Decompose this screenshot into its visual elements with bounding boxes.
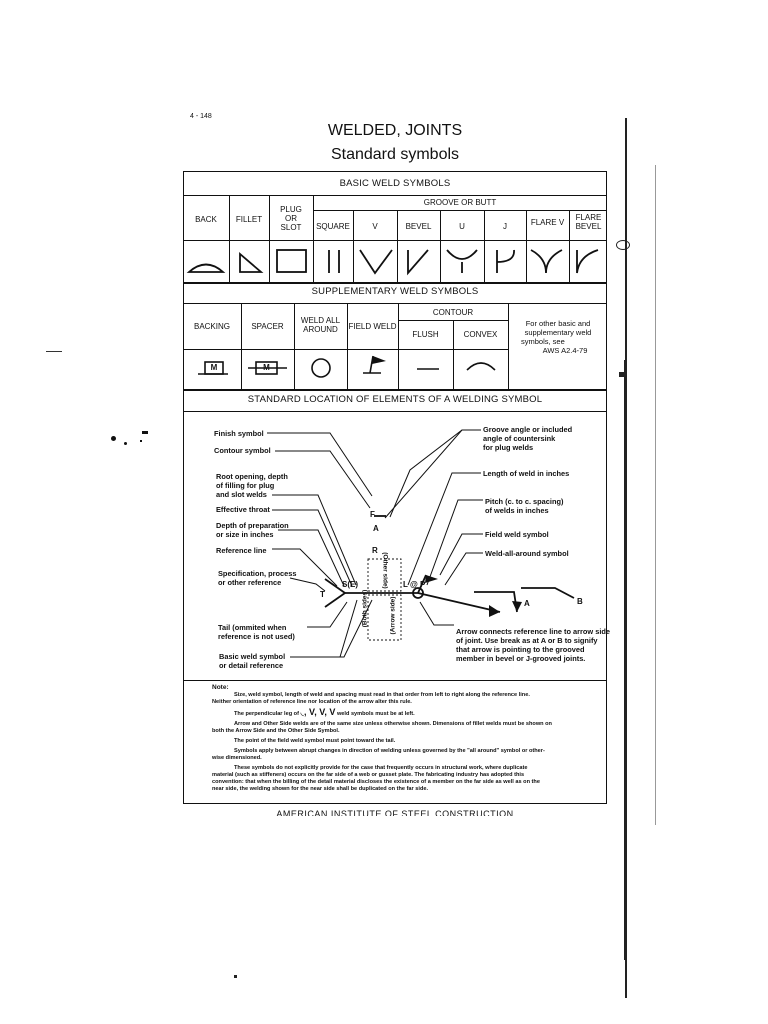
callout-basic-weld-symbol xyxy=(219,652,285,670)
note-line: symbols, see xyxy=(521,337,565,346)
note-line: both the Arrow Side and the Other Side Symbol. xyxy=(212,728,340,734)
divider xyxy=(183,680,607,681)
callout-length-of-weld: Length of weld in inches xyxy=(483,469,570,478)
divider xyxy=(183,389,607,391)
note-line: near side, the welding shown for the near side shall be duplicated on the far side. xyxy=(212,786,429,792)
letter-a: A xyxy=(373,524,379,533)
col-back: BACK xyxy=(195,215,217,224)
col-divider xyxy=(313,196,314,283)
scan-mark xyxy=(46,351,62,352)
basic-weld-symbols-heading: BASIC WELD SYMBOLS xyxy=(339,178,451,189)
col-fillet: FILLET xyxy=(235,215,263,224)
callout-line: Root opening, depth xyxy=(216,472,288,481)
arrow-side-label: (Arrow side) xyxy=(389,596,397,635)
standard-location-heading: STANDARD LOCATION OF ELEMENTS OF A WELDING SYMBOL xyxy=(247,394,543,405)
callout-line: Pitch (c. to c. spacing) xyxy=(485,497,564,506)
note-line xyxy=(212,709,602,718)
callout-line: and slot welds xyxy=(216,490,267,499)
col-weld-all-around: WELD ALL AROUND xyxy=(300,316,341,334)
scan-speck xyxy=(142,431,148,434)
callout-line: reference is not used) xyxy=(218,632,295,641)
col-flare-bevel: FLARE BEVEL xyxy=(575,213,602,231)
note-line: The point of the field weld symbol must point toward the tail. xyxy=(234,738,396,744)
divider xyxy=(183,303,607,304)
note-line: These symbols do not explicitly provide for the case that frequently occurs in structural work, where duplicate xyxy=(234,765,528,771)
callout-line: for plug welds xyxy=(483,443,534,452)
callout-line: or detail reference xyxy=(219,661,284,670)
scan-edge-mark xyxy=(616,240,630,250)
callout-line: angle of countersink xyxy=(483,434,556,443)
scan-edge-dark xyxy=(624,360,627,960)
callout-pitch xyxy=(485,497,563,515)
callout-effective-throat: Effective throat xyxy=(216,505,270,514)
note-line: Neither orientation of reference line nor location of the arrow alter this rule. xyxy=(212,699,412,705)
callout-depth-of-preparation xyxy=(216,521,289,539)
divider xyxy=(183,240,607,241)
callout-line: or other reference xyxy=(218,578,282,587)
divider xyxy=(313,210,607,211)
page-number: 4 - 148 xyxy=(190,113,212,120)
col-divider xyxy=(508,304,509,390)
col-flush: FLUSH xyxy=(412,330,439,339)
callout-line: Groove angle or included xyxy=(483,425,573,434)
callout-reference-line: Reference line xyxy=(216,546,267,555)
callout-line: of welds in inches xyxy=(485,506,549,515)
letter-break-a: A xyxy=(524,599,530,608)
scan-edge-far xyxy=(655,165,656,825)
letters-l-at-p: L @ P xyxy=(403,580,426,589)
col-divider xyxy=(269,196,270,283)
other-side-label: (Other side) xyxy=(381,552,389,589)
note-line: For other basic and xyxy=(525,319,591,328)
callout-tail xyxy=(218,623,295,641)
col-plug-slot: PLUG OR SLOT xyxy=(280,205,302,232)
divider xyxy=(183,195,607,196)
col-divider xyxy=(294,304,295,390)
col-divider xyxy=(241,304,242,390)
callout-line: or size in inches xyxy=(216,530,274,539)
divider xyxy=(183,282,607,284)
col-flare-v: FLARE V xyxy=(530,218,565,227)
callout-root-opening xyxy=(216,472,288,499)
letter-r: R xyxy=(372,546,378,555)
divider xyxy=(183,349,508,350)
callout-line: of joint. Use break as at A or B to signify xyxy=(456,636,598,645)
col-bevel: BEVEL xyxy=(405,222,432,231)
scan-edge-mark xyxy=(619,372,627,377)
callout-line: of filling for plug xyxy=(216,481,275,490)
callout-line: Arrow connects reference line to arrow side xyxy=(456,627,611,636)
letter-s: S(E) xyxy=(342,580,358,589)
contour-heading: CONTOUR xyxy=(432,308,474,317)
note-text: The perpendicular leg of xyxy=(234,711,299,717)
letter-break-b: B xyxy=(577,597,583,606)
scan-speck xyxy=(140,440,142,442)
callout-specification xyxy=(218,569,296,587)
scan-speck xyxy=(124,442,127,445)
col-spacer: SPACER xyxy=(251,322,284,331)
scan-speck xyxy=(234,975,237,978)
note-weld-glyphs-icon: ◟, V, V, V xyxy=(300,707,336,717)
callout-field-weld-symbol: Field weld symbol xyxy=(485,530,549,539)
scan-speck xyxy=(111,436,116,441)
notes-heading: Note: xyxy=(212,684,229,691)
arrow-connects-note xyxy=(456,627,610,663)
col-divider xyxy=(229,196,230,283)
callout-contour: Contour symbol xyxy=(214,446,271,455)
col-v: V xyxy=(372,222,378,231)
page-title: WELDED, JOINTS xyxy=(327,122,463,139)
aws-reference-note xyxy=(512,319,604,355)
col-square: SQUARE xyxy=(316,222,350,231)
callout-line: Depth of preparation xyxy=(216,521,289,530)
note-line: supplementary weld xyxy=(524,328,592,337)
footer-text: AMERICAN INSTITUTE OF STEEL CONSTRUCTION xyxy=(276,809,514,816)
note-line: convention: that when the billing of the detail material discloses the existence of a member on the far side as well as on the xyxy=(212,779,540,785)
callout-finish: Finish symbol xyxy=(214,429,264,438)
note-line: wise dimensioned. xyxy=(212,755,262,761)
col-convex: CONVEX xyxy=(463,330,498,339)
note-line: AWS A2.4-79 xyxy=(542,346,588,355)
col-field-weld: FIELD WELD xyxy=(348,322,397,331)
callout-line: Basic weld symbol xyxy=(219,652,286,661)
callout-line: Tail (ommited when xyxy=(218,623,287,632)
groove-heading: GROOVE OR BUTT xyxy=(423,198,497,207)
note-text: weld symbols must be at left. xyxy=(336,711,415,717)
backing-marker: M xyxy=(210,363,218,372)
both-sides-label: (Both sides) xyxy=(361,589,369,628)
footer-publisher xyxy=(183,806,607,816)
note-line: Size, weld symbol, length of weld and spacing must read in that order from left to right along the reference line. xyxy=(234,692,530,698)
supplementary-weld-symbols-heading: SUPPLEMENTARY WELD SYMBOLS xyxy=(311,286,479,297)
callout-line: that arrow is pointing to the grooved xyxy=(456,645,585,654)
callout-weld-all-around: Weld-all-around symbol xyxy=(485,549,569,558)
notes-body xyxy=(212,692,602,793)
note-line: Arrow and Other Side welds are of the same size unless otherwise shown. Dimensions of fillet welds must be shown on xyxy=(234,721,552,727)
page-subtitle: Standard symbols xyxy=(330,146,460,163)
letter-f: F xyxy=(370,510,375,519)
letter-t: T xyxy=(320,590,325,599)
col-j: J xyxy=(503,222,507,231)
callout-line: member in bevel or J-grooved joints. xyxy=(456,654,586,663)
note-line: Symbols apply between abrupt changes in direction of welding unless governed by the "all around" symbol or other- xyxy=(234,748,545,754)
note-line: material (such as stiffeners) occurs on the far side of a web or gusset plate. The fabricating industry has adopted this xyxy=(212,772,525,778)
col-backing: BACKING xyxy=(193,322,230,331)
spacer-marker: M xyxy=(263,363,270,372)
callout-line: Specification, process xyxy=(218,569,297,578)
divider xyxy=(183,411,607,412)
col-u: U xyxy=(459,222,465,231)
callout-groove-angle xyxy=(483,425,572,452)
col-divider xyxy=(347,304,348,390)
